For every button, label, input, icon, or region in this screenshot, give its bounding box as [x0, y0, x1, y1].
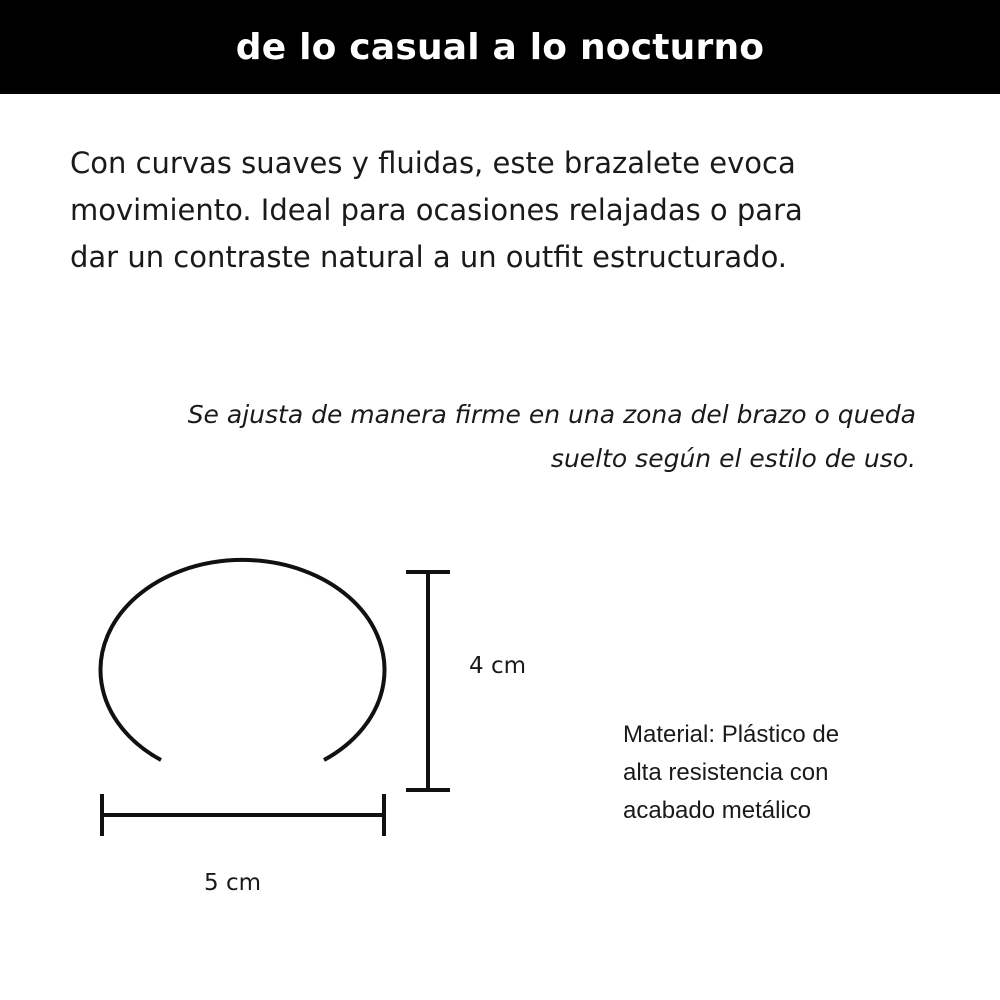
material-line: Material: Plástico de [623, 721, 840, 748]
material-info [623, 716, 923, 830]
width-dimension-line [102, 794, 384, 836]
description-line: Con curvas suaves y fluidas, este brazalete evoca [70, 146, 796, 180]
fit-note-line: suelto según el estilo de uso. [550, 444, 916, 473]
fit-note-line: Se ajusta de manera firme en una zona del brazo o queda [187, 400, 916, 429]
width-label: 5 cm [204, 870, 261, 896]
page-title: de lo casual a lo nocturno [235, 26, 765, 68]
height-label: 4 cm [469, 653, 526, 679]
bracelet-outline-icon [101, 560, 385, 760]
description-line: movimiento. Ideal para ocasiones relajadas o para [70, 193, 803, 227]
material-line: alta resistencia con [623, 759, 829, 786]
height-dimension-line [406, 572, 450, 790]
material-line: acabado metálico [623, 797, 812, 824]
description-line: dar un contraste natural a un outfit estructurado. [70, 240, 788, 274]
